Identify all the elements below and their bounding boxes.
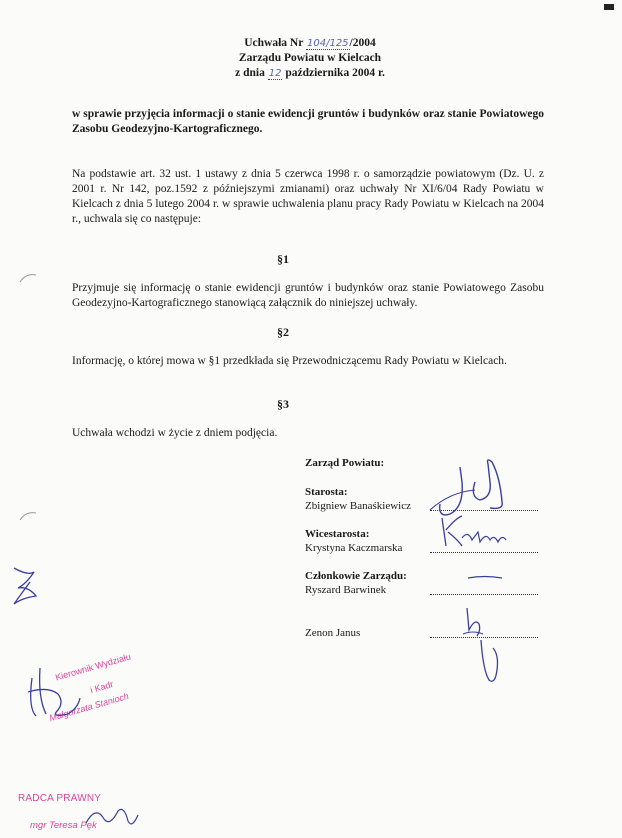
resolution-year: /2004 <box>349 37 376 49</box>
issuing-body: Zarządu Powiatu w Kielcach <box>238 52 382 64</box>
member1-name: Ryszard Barwinek <box>305 584 387 596</box>
section-3-text: Uchwała wchodzi w życie z dniem podjęcia. <box>72 427 278 439</box>
legal-advisor-stamp <box>18 793 158 835</box>
members-signature-block <box>305 569 555 597</box>
wicestarosta-role: Wicestarosta: <box>305 528 370 540</box>
section-2-mark: §2 <box>277 325 289 339</box>
member1-handwritten-mark <box>466 572 506 582</box>
punch-hole-mark-icon <box>18 272 38 284</box>
member2-signature-block <box>305 626 555 640</box>
date-month-year: października 2004 r. <box>285 67 385 79</box>
resolution-number-line <box>150 36 470 51</box>
resolution-number-label: Uchwała Nr <box>244 37 304 49</box>
resolution-date-line <box>150 66 470 81</box>
stamp-line-3: Małgorzata Stanioch <box>48 690 130 724</box>
signature-line <box>430 593 538 595</box>
date-prefix: z dnia <box>235 67 265 79</box>
corner-scan-mark <box>604 4 614 10</box>
member2-handwritten-signature <box>455 600 515 685</box>
starosta-role: Starosta: <box>305 486 348 498</box>
date-day-handwritten: 12 <box>268 68 282 79</box>
legal-advisor-title: RADCA PRAWNY <box>18 793 102 804</box>
stamp-line-2: i Kadr <box>89 678 115 696</box>
legal-advisor-signature <box>82 801 142 831</box>
legal-advisor-name: mgr Teresa Pęk <box>30 820 97 831</box>
wicestarosta-name: Krystyna Kaczmarska <box>305 542 403 554</box>
starosta-name: Zbigniew Banaśkiewicz <box>305 500 411 512</box>
members-role: Członkowie Zarządu: <box>305 570 407 582</box>
resolution-number-handwritten: 104/125 <box>307 38 349 49</box>
department-stamp <box>14 651 164 726</box>
resolution-header <box>150 36 470 81</box>
stamp-line-1: Kierownik Wydziału <box>54 651 132 683</box>
punch-hole-mark-icon <box>18 510 38 522</box>
margin-checkmark-icon <box>8 562 40 608</box>
legal-basis-paragraph: Na podstawie art. 32 ust. 1 ustawy z dnia 5 czerwca 1998 r. o samorządzie powiatowym (Dz. U. z 2001 r. Nr 142, poz.1592 z późniejszymi zmianami) oraz uchwały Nr XI/6/04 Rady Powiatu w Kielcach z dnia 5 lutego 2004 r. w sprawie uchwalenia planu pracy Rady Powiatu w Kielcach na 2004 r., uchwala się co następuje: <box>72 168 544 225</box>
section-3-mark: §3 <box>277 397 289 411</box>
section-2-text: Informację, o której mowa w §1 przedkłada się Przewodniczącemu Rady Powiatu w Kielcach. <box>72 355 507 367</box>
member2-name: Zenon Janus <box>305 627 361 639</box>
resolution-subject: w sprawie przyjęcia informacji o stanie ewidencji gruntów i budynków oraz stanie Powiatowego Zasobu Geodezyjno-Kartograficznego. <box>72 108 544 135</box>
wicestarosta-handwritten-signature <box>432 510 522 552</box>
section-1-mark: §1 <box>277 252 289 266</box>
department-head-signature <box>18 658 88 724</box>
board-title-text: Zarząd Powiatu: <box>305 457 385 469</box>
section-1-text: Przyjmuje się informację o stanie ewidencji gruntów i budynków oraz stanie Powiatowego Zasobu Geodezyjno-Kartograficznego stanowiącą załącznik do niniejszej uchwały. <box>72 282 544 309</box>
